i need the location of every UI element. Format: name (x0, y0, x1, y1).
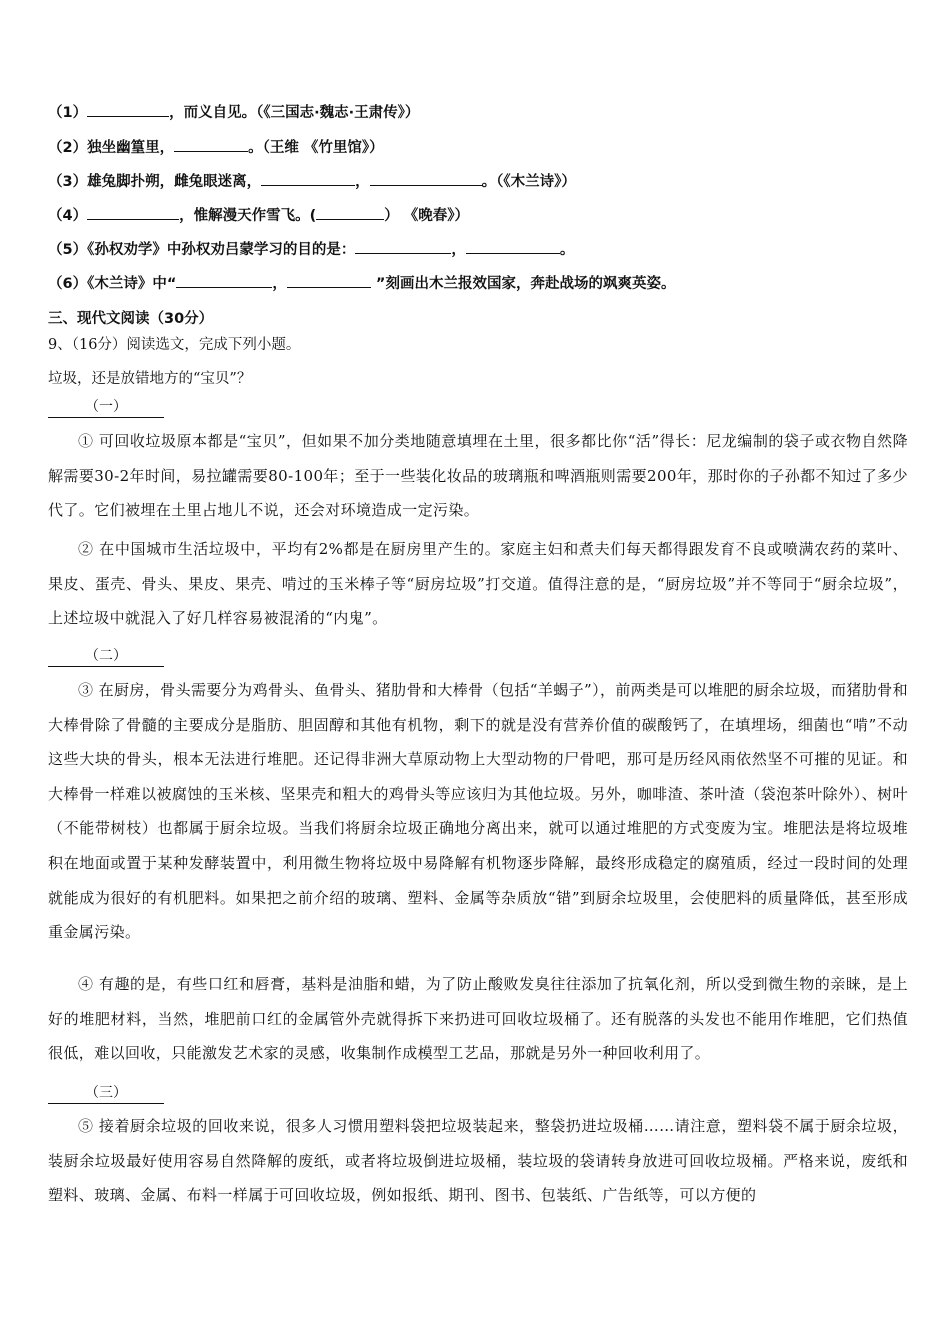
fill-in-item-1 (48, 101, 910, 122)
answer-blank[interactable] (287, 273, 371, 288)
fill-in-item-6 (48, 272, 910, 293)
article-title: 垃圾，还是放错地方的“宝贝”？ (48, 371, 252, 387)
item-6-middle: ， (272, 276, 287, 292)
paragraph-3: ③ 在厨房，骨头需要分为鸡骨头、鱼骨头、猪肋骨和大棒骨（包括“羊蝎子”），前两类是可以堆肥的厨余垃圾，而猪肋骨和大棒骨除了骨髓的主要成分是脂肪、胆固醇和其他有机物，剩下的就是没有营养价值的碳酸钙了，在填埋场，细菌也“啃”不动这些大块的骨头，根本无法进行堆肥。还记得非洲大草原动物上大型动物的尸骨吧，那可是历经风雨依然坚不可摧的见证。和大棒骨一样难以被腐蚀的玉米核、坚果壳和粗大的鸡骨头等应该归为其他垃圾。另外，咖啡渣、茶叶渣（袋泡茶叶除外）、树叶（不能带树枝）也都属于厨余垃圾。当我们将厨余垃圾正确地分离出来，就可以通过堆肥的方式变废为宝。堆肥法是将垃圾堆积在地面或置于某种发酵装置中，利用微生物将垃圾中易降解有机物逐步降解，最终形成稳定的腐殖质，经过一段时间的处理就能成为很好的有机肥料。如果把之前介绍的玻璃、塑料、金属等杂质放“错”到厨余垃圾里，会使肥料的质量降低，甚至形成重金属污染。 (48, 681, 909, 942)
item-2-after: 。（王维 《竹里馆》） (248, 140, 384, 156)
answer-blank[interactable] (87, 102, 169, 117)
question-prompt: 9、（16分）阅读选文，完成下列小题。 (48, 337, 301, 353)
section-title: 三、现代文阅读（30分） (48, 311, 214, 327)
answer-blank[interactable] (174, 137, 248, 152)
answer-blank[interactable] (261, 171, 355, 186)
answer-blank[interactable] (355, 239, 451, 254)
fill-in-item-3 (48, 170, 910, 191)
answer-blank[interactable] (316, 205, 384, 220)
fill-in-item-2 (48, 136, 910, 157)
item-4-after: ，惟解漫天作雪飞。( (179, 208, 317, 224)
item-5-after: 。 (559, 242, 575, 258)
item-5-prefix: （5）《孙权劝学》中孙权劝吕蒙学习的目的是： (48, 242, 356, 258)
item-6-prefix: （6）《木兰诗》中“ (48, 276, 177, 292)
item-1-after: ，而义自见。（《三国志·魏志·王肃传》） (169, 105, 420, 121)
item-3-after: 。（《木兰诗》） (481, 174, 576, 190)
answer-blank[interactable] (87, 205, 179, 220)
item-4-tail: ） 《晚春》） (384, 208, 470, 224)
paragraph-5: ⑤ 接着厨余垃圾的回收来说，很多人习惯用塑料袋把垃圾装起来，整袋扔进垃圾桶……请注意，塑料袋不属于厨余垃圾，装厨余垃圾最好使用容易自然降解的废纸，或者将垃圾倒进垃圾桶，装垃圾的袋请转身放进可回收垃圾桶。严格来说，废纸和塑料、玻璃、金属、布料一样属于可回收垃圾，例如报纸、期刊、图书、包装纸、广告纸等，可以方便的 (48, 1117, 908, 1205)
item-1-prefix: （1） (48, 105, 88, 121)
answer-blank[interactable] (370, 171, 482, 186)
item-6-after: ”刻画出木兰报效国家，奔赴战场的飒爽英姿。 (370, 276, 676, 292)
paragraph-2: ② 在中国城市生活垃圾中，平均有2%都是在厨房里产生的。家庭主妇和煮夫们每天都得跟发育不良或喷满农药的菜叶、果皮、蛋壳、骨头、果皮、果壳、啃过的玉米棒子等“厨房垃圾”打交道。值得注意的是，“厨房垃圾”并不等同于“厨余垃圾”，上述垃圾中就混入了好几样容易被混淆的“内鬼”。 (48, 540, 908, 628)
item-5-middle: ， (451, 242, 466, 258)
item-3-prefix: （3）雄兔脚扑朔，雌兔眼迷离， (48, 174, 262, 190)
item-3-middle: ， (355, 174, 370, 190)
paragraph-4: ④ 有趣的是，有些口红和唇膏，基料是油脂和蜡，为了防止酸败发臭往往添加了抗氧化剂，所以受到微生物的亲睐，是上好的堆肥材料，当然，堆肥前口红的金属管外壳就得拆下来扔进可回收垃圾桶了。还有脱落的头发也不能用作堆肥，它们热值很低，难以回收，只能激发艺术家的灵感，收集制作成模型工艺品，那就是另外一种回收利用了。 (48, 975, 908, 1063)
item-4-prefix: （4） (48, 208, 88, 224)
fill-in-item-4 (48, 204, 910, 225)
paragraph-1: ① 可回收垃圾原本都是“宝贝”，但如果不加分类地随意填埋在土里，很多都比你“活”得长：尼龙编制的袋子或衣物自然降解需要30-2年时间，易拉罐需要80-100年；至于一些装化妆品的玻璃瓶和啤酒瓶则需要200年，那时你的子孙都不知过了多少代了。它们被埋在土里占地儿不说，还会对环境造成一定污染。 (48, 432, 908, 520)
fill-in-item-5 (48, 238, 910, 259)
subheading-3: （三） (48, 1083, 164, 1104)
subheading-2: （二） (48, 646, 164, 667)
item-2-prefix: （2）独坐幽篁里， (48, 140, 175, 156)
answer-blank[interactable] (176, 273, 272, 288)
subheading-1: （一） (48, 397, 164, 418)
answer-blank[interactable] (466, 239, 560, 254)
